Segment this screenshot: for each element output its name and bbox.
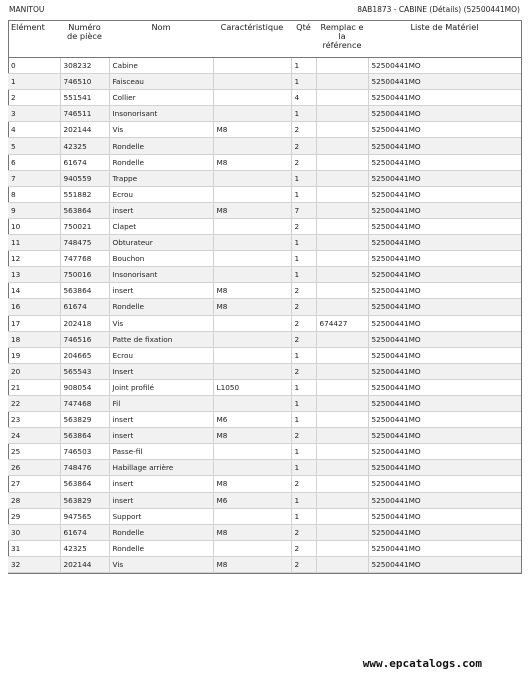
element-cell: 30 bbox=[8, 524, 60, 540]
quantity-cell: 2 bbox=[291, 428, 316, 444]
characteristic-cell: M8 bbox=[213, 299, 291, 315]
column-header-replaces-reference: Remplac e la référence bbox=[316, 20, 368, 58]
table-row bbox=[8, 508, 521, 524]
element-cell: 10 bbox=[8, 218, 60, 234]
table-row bbox=[8, 122, 521, 138]
quantity-cell: 7 bbox=[291, 202, 316, 218]
table-row bbox=[8, 106, 521, 122]
characteristic-cell bbox=[213, 540, 291, 556]
name-cell: insert bbox=[109, 428, 213, 444]
element-cell: 14 bbox=[8, 283, 60, 299]
element-cell: 16 bbox=[8, 299, 60, 315]
table-row bbox=[8, 524, 521, 540]
part-number-cell: 746516 bbox=[60, 331, 109, 347]
name-cell: Insonorisant bbox=[109, 267, 213, 283]
part-number-cell: 563864 bbox=[60, 476, 109, 492]
name-cell: Collier bbox=[109, 90, 213, 106]
bom-cell: 52500441MO bbox=[368, 202, 521, 218]
table-row bbox=[8, 202, 521, 218]
watermark-url: www.epcatalogs.com bbox=[362, 657, 482, 670]
quantity-cell: 1 bbox=[291, 347, 316, 363]
part-number-cell: 746510 bbox=[60, 74, 109, 90]
characteristic-cell bbox=[213, 138, 291, 154]
table-row bbox=[8, 347, 521, 363]
quantity-cell: 2 bbox=[291, 154, 316, 170]
quantity-cell: 1 bbox=[291, 379, 316, 395]
table-row bbox=[8, 363, 521, 379]
part-number-cell: 551882 bbox=[60, 186, 109, 202]
element-cell: 7 bbox=[8, 170, 60, 186]
name-cell: Rondelle bbox=[109, 540, 213, 556]
name-cell: Rondelle bbox=[109, 154, 213, 170]
characteristic-cell: M6 bbox=[213, 492, 291, 508]
part-number-cell: 748475 bbox=[60, 235, 109, 251]
parts-table-body bbox=[8, 58, 521, 573]
name-cell: Obturateur bbox=[109, 235, 213, 251]
quantity-cell: 1 bbox=[291, 492, 316, 508]
replaces-cell bbox=[316, 412, 368, 428]
element-cell: 20 bbox=[8, 363, 60, 379]
part-number-cell: 563829 bbox=[60, 492, 109, 508]
bom-cell: 52500441MO bbox=[368, 363, 521, 379]
part-number-cell: 61674 bbox=[60, 299, 109, 315]
bom-cell: 52500441MO bbox=[368, 186, 521, 202]
name-cell: Trappe bbox=[109, 170, 213, 186]
quantity-cell: 1 bbox=[291, 508, 316, 524]
characteristic-cell bbox=[213, 186, 291, 202]
table-row bbox=[8, 331, 521, 347]
bom-cell: 52500441MO bbox=[368, 395, 521, 411]
replaces-cell bbox=[316, 58, 368, 74]
characteristic-cell bbox=[213, 251, 291, 267]
table-row bbox=[8, 315, 521, 331]
table-row bbox=[8, 58, 521, 74]
quantity-cell: 1 bbox=[291, 444, 316, 460]
element-cell: 2 bbox=[8, 90, 60, 106]
table-row bbox=[8, 379, 521, 395]
replaces-cell bbox=[316, 235, 368, 251]
bom-cell: 52500441MO bbox=[368, 235, 521, 251]
element-cell: 28 bbox=[8, 492, 60, 508]
bom-cell: 52500441MO bbox=[368, 347, 521, 363]
quantity-cell: 1 bbox=[291, 106, 316, 122]
part-number-cell: 748476 bbox=[60, 460, 109, 476]
element-cell: 23 bbox=[8, 412, 60, 428]
bom-cell: 52500441MO bbox=[368, 460, 521, 476]
replaces-cell bbox=[316, 202, 368, 218]
characteristic-cell bbox=[213, 74, 291, 90]
characteristic-cell: M8 bbox=[213, 476, 291, 492]
part-number-cell: 61674 bbox=[60, 524, 109, 540]
bom-cell: 52500441MO bbox=[368, 492, 521, 508]
replaces-cell bbox=[316, 556, 368, 572]
bom-cell: 52500441MO bbox=[368, 218, 521, 234]
quantity-cell: 1 bbox=[291, 251, 316, 267]
parts-table bbox=[8, 20, 521, 573]
name-cell: Cabine bbox=[109, 58, 213, 74]
bom-cell: 52500441MO bbox=[368, 283, 521, 299]
table-row bbox=[8, 138, 521, 154]
element-cell: 4 bbox=[8, 122, 60, 138]
table-row bbox=[8, 267, 521, 283]
part-number-cell: 750021 bbox=[60, 218, 109, 234]
name-cell: Vis bbox=[109, 315, 213, 331]
bom-cell: 52500441MO bbox=[368, 74, 521, 90]
element-cell: 1 bbox=[8, 74, 60, 90]
replaces-cell bbox=[316, 251, 368, 267]
replaces-cell bbox=[316, 444, 368, 460]
element-cell: 18 bbox=[8, 331, 60, 347]
characteristic-cell bbox=[213, 218, 291, 234]
quantity-cell: 2 bbox=[291, 122, 316, 138]
column-header-characteristic: Caractéristique bbox=[213, 20, 291, 58]
name-cell: Rondelle bbox=[109, 138, 213, 154]
quantity-cell: 2 bbox=[291, 524, 316, 540]
characteristic-cell: M8 bbox=[213, 524, 291, 540]
part-number-cell: 565543 bbox=[60, 363, 109, 379]
element-cell: 12 bbox=[8, 251, 60, 267]
replaces-cell bbox=[316, 90, 368, 106]
name-cell: Joint profilé bbox=[109, 379, 213, 395]
bom-cell: 52500441MO bbox=[368, 556, 521, 572]
bom-cell: 52500441MO bbox=[368, 428, 521, 444]
bom-cell: 52500441MO bbox=[368, 540, 521, 556]
name-cell: insert bbox=[109, 283, 213, 299]
quantity-cell: 1 bbox=[291, 395, 316, 411]
part-number-cell: 747468 bbox=[60, 395, 109, 411]
characteristic-cell: M8 bbox=[213, 283, 291, 299]
replaces-cell bbox=[316, 331, 368, 347]
bom-cell: 52500441MO bbox=[368, 315, 521, 331]
replaces-cell bbox=[316, 428, 368, 444]
name-cell: Support bbox=[109, 508, 213, 524]
part-number-cell: 563864 bbox=[60, 283, 109, 299]
part-number-cell: 563864 bbox=[60, 428, 109, 444]
characteristic-cell bbox=[213, 347, 291, 363]
part-number-cell: 746511 bbox=[60, 106, 109, 122]
element-cell: 29 bbox=[8, 508, 60, 524]
characteristic-cell: M8 bbox=[213, 556, 291, 572]
quantity-cell: 1 bbox=[291, 74, 316, 90]
bom-cell: 52500441MO bbox=[368, 106, 521, 122]
quantity-cell: 1 bbox=[291, 267, 316, 283]
characteristic-cell: L1050 bbox=[213, 379, 291, 395]
table-row bbox=[8, 460, 521, 476]
bom-cell: 52500441MO bbox=[368, 170, 521, 186]
bom-cell: 52500441MO bbox=[368, 267, 521, 283]
replaces-cell bbox=[316, 154, 368, 170]
characteristic-cell bbox=[213, 331, 291, 347]
brand-name: MANITOU bbox=[9, 5, 45, 14]
characteristic-cell: M8 bbox=[213, 154, 291, 170]
name-cell: Rondelle bbox=[109, 524, 213, 540]
quantity-cell: 2 bbox=[291, 540, 316, 556]
characteristic-cell bbox=[213, 460, 291, 476]
replaces-cell bbox=[316, 267, 368, 283]
element-cell: 6 bbox=[8, 154, 60, 170]
element-cell: 0 bbox=[8, 58, 60, 74]
bom-cell: 52500441MO bbox=[368, 90, 521, 106]
name-cell: insert bbox=[109, 202, 213, 218]
quantity-cell: 1 bbox=[291, 58, 316, 74]
table-row bbox=[8, 540, 521, 556]
part-number-cell: 747768 bbox=[60, 251, 109, 267]
characteristic-cell bbox=[213, 363, 291, 379]
characteristic-cell bbox=[213, 444, 291, 460]
element-cell: 31 bbox=[8, 540, 60, 556]
characteristic-cell bbox=[213, 170, 291, 186]
table-row bbox=[8, 218, 521, 234]
part-number-cell: 42325 bbox=[60, 540, 109, 556]
table-row bbox=[8, 251, 521, 267]
document-title: 8AB1873 - CABINE (Détails) (52500441MO) bbox=[357, 5, 520, 14]
element-cell: 26 bbox=[8, 460, 60, 476]
quantity-cell: 2 bbox=[291, 218, 316, 234]
characteristic-cell bbox=[213, 508, 291, 524]
quantity-cell: 1 bbox=[291, 186, 316, 202]
bom-cell: 52500441MO bbox=[368, 524, 521, 540]
replaces-cell bbox=[316, 138, 368, 154]
quantity-cell: 4 bbox=[291, 90, 316, 106]
column-header-bill-of-materials: Liste de Matériel bbox=[368, 20, 521, 58]
replaces-cell bbox=[316, 74, 368, 90]
name-cell: Vis bbox=[109, 556, 213, 572]
quantity-cell: 1 bbox=[291, 170, 316, 186]
part-number-cell: 563829 bbox=[60, 412, 109, 428]
element-cell: 9 bbox=[8, 202, 60, 218]
name-cell: Bouchon bbox=[109, 251, 213, 267]
characteristic-cell bbox=[213, 315, 291, 331]
quantity-cell: 1 bbox=[291, 235, 316, 251]
characteristic-cell bbox=[213, 267, 291, 283]
name-cell: insert bbox=[109, 476, 213, 492]
table-header-row bbox=[8, 20, 521, 58]
table-row bbox=[8, 492, 521, 508]
characteristic-cell: M8 bbox=[213, 428, 291, 444]
table-row bbox=[8, 476, 521, 492]
part-number-cell: 202144 bbox=[60, 122, 109, 138]
quantity-cell: 2 bbox=[291, 138, 316, 154]
part-number-cell: 202418 bbox=[60, 315, 109, 331]
table-row bbox=[8, 170, 521, 186]
name-cell: Fil bbox=[109, 395, 213, 411]
characteristic-cell bbox=[213, 395, 291, 411]
replaces-cell bbox=[316, 476, 368, 492]
table-row bbox=[8, 186, 521, 202]
replaces-cell bbox=[316, 170, 368, 186]
part-number-cell: 750016 bbox=[60, 267, 109, 283]
quantity-cell: 2 bbox=[291, 556, 316, 572]
part-number-cell: 908054 bbox=[60, 379, 109, 395]
characteristic-cell bbox=[213, 90, 291, 106]
element-cell: 13 bbox=[8, 267, 60, 283]
replaces-cell: 674427 bbox=[316, 315, 368, 331]
part-number-cell: 563864 bbox=[60, 202, 109, 218]
bom-cell: 52500441MO bbox=[368, 154, 521, 170]
element-cell: 27 bbox=[8, 476, 60, 492]
replaces-cell bbox=[316, 363, 368, 379]
replaces-cell bbox=[316, 299, 368, 315]
bom-cell: 52500441MO bbox=[368, 476, 521, 492]
part-number-cell: 551541 bbox=[60, 90, 109, 106]
quantity-cell: 1 bbox=[291, 460, 316, 476]
characteristic-cell: M8 bbox=[213, 202, 291, 218]
name-cell: Faisceau bbox=[109, 74, 213, 90]
quantity-cell: 2 bbox=[291, 299, 316, 315]
part-number-cell: 61674 bbox=[60, 154, 109, 170]
name-cell: Ecrou bbox=[109, 186, 213, 202]
name-cell: Vis bbox=[109, 122, 213, 138]
part-number-cell: 746503 bbox=[60, 444, 109, 460]
element-cell: 25 bbox=[8, 444, 60, 460]
replaces-cell bbox=[316, 283, 368, 299]
characteristic-cell: M6 bbox=[213, 412, 291, 428]
characteristic-cell: M8 bbox=[213, 122, 291, 138]
element-cell: 17 bbox=[8, 315, 60, 331]
replaces-cell bbox=[316, 186, 368, 202]
column-header-quantity: Qté bbox=[291, 20, 316, 58]
quantity-cell: 2 bbox=[291, 363, 316, 379]
table-row bbox=[8, 74, 521, 90]
element-cell: 22 bbox=[8, 395, 60, 411]
name-cell: Patte de fixation bbox=[109, 331, 213, 347]
column-header-element: Elément bbox=[8, 20, 60, 58]
replaces-cell bbox=[316, 540, 368, 556]
replaces-cell bbox=[316, 460, 368, 476]
replaces-cell bbox=[316, 379, 368, 395]
characteristic-cell bbox=[213, 58, 291, 74]
replaces-cell bbox=[316, 122, 368, 138]
table-row bbox=[8, 299, 521, 315]
part-number-cell: 202144 bbox=[60, 556, 109, 572]
element-cell: 11 bbox=[8, 235, 60, 251]
table-row bbox=[8, 412, 521, 428]
characteristic-cell bbox=[213, 106, 291, 122]
replaces-cell bbox=[316, 218, 368, 234]
table-row bbox=[8, 90, 521, 106]
element-cell: 5 bbox=[8, 138, 60, 154]
name-cell: Habillage arrière bbox=[109, 460, 213, 476]
element-cell: 24 bbox=[8, 428, 60, 444]
column-header-name: Nom bbox=[109, 20, 213, 58]
table-row bbox=[8, 283, 521, 299]
element-cell: 32 bbox=[8, 556, 60, 572]
element-cell: 21 bbox=[8, 379, 60, 395]
characteristic-cell bbox=[213, 235, 291, 251]
table-row bbox=[8, 235, 521, 251]
replaces-cell bbox=[316, 508, 368, 524]
table-row bbox=[8, 556, 521, 572]
table-row bbox=[8, 428, 521, 444]
bom-cell: 52500441MO bbox=[368, 251, 521, 267]
table-row bbox=[8, 395, 521, 411]
bom-cell: 52500441MO bbox=[368, 138, 521, 154]
name-cell: Passe-fil bbox=[109, 444, 213, 460]
part-number-cell: 940559 bbox=[60, 170, 109, 186]
name-cell: Insert bbox=[109, 363, 213, 379]
bom-cell: 52500441MO bbox=[368, 508, 521, 524]
name-cell: insert bbox=[109, 412, 213, 428]
table-row bbox=[8, 444, 521, 460]
bom-cell: 52500441MO bbox=[368, 58, 521, 74]
replaces-cell bbox=[316, 492, 368, 508]
bom-cell: 52500441MO bbox=[368, 379, 521, 395]
part-number-cell: 308232 bbox=[60, 58, 109, 74]
bom-cell: 52500441MO bbox=[368, 299, 521, 315]
name-cell: Insonorisant bbox=[109, 106, 213, 122]
name-cell: insert bbox=[109, 492, 213, 508]
replaces-cell bbox=[316, 395, 368, 411]
element-cell: 19 bbox=[8, 347, 60, 363]
element-cell: 3 bbox=[8, 106, 60, 122]
quantity-cell: 2 bbox=[291, 315, 316, 331]
name-cell: Ecrou bbox=[109, 347, 213, 363]
replaces-cell bbox=[316, 106, 368, 122]
replaces-cell bbox=[316, 347, 368, 363]
quantity-cell: 2 bbox=[291, 331, 316, 347]
name-cell: Clapet bbox=[109, 218, 213, 234]
replaces-cell bbox=[316, 524, 368, 540]
quantity-cell: 2 bbox=[291, 283, 316, 299]
quantity-cell: 1 bbox=[291, 412, 316, 428]
name-cell: Rondelle bbox=[109, 299, 213, 315]
table-row bbox=[8, 154, 521, 170]
column-header-part-number: Numéro de pièce bbox=[60, 20, 109, 58]
bom-cell: 52500441MO bbox=[368, 444, 521, 460]
bom-cell: 52500441MO bbox=[368, 331, 521, 347]
bom-cell: 52500441MO bbox=[368, 412, 521, 428]
part-number-cell: 42325 bbox=[60, 138, 109, 154]
bom-cell: 52500441MO bbox=[368, 122, 521, 138]
part-number-cell: 204665 bbox=[60, 347, 109, 363]
part-number-cell: 947565 bbox=[60, 508, 109, 524]
element-cell: 8 bbox=[8, 186, 60, 202]
quantity-cell: 2 bbox=[291, 476, 316, 492]
